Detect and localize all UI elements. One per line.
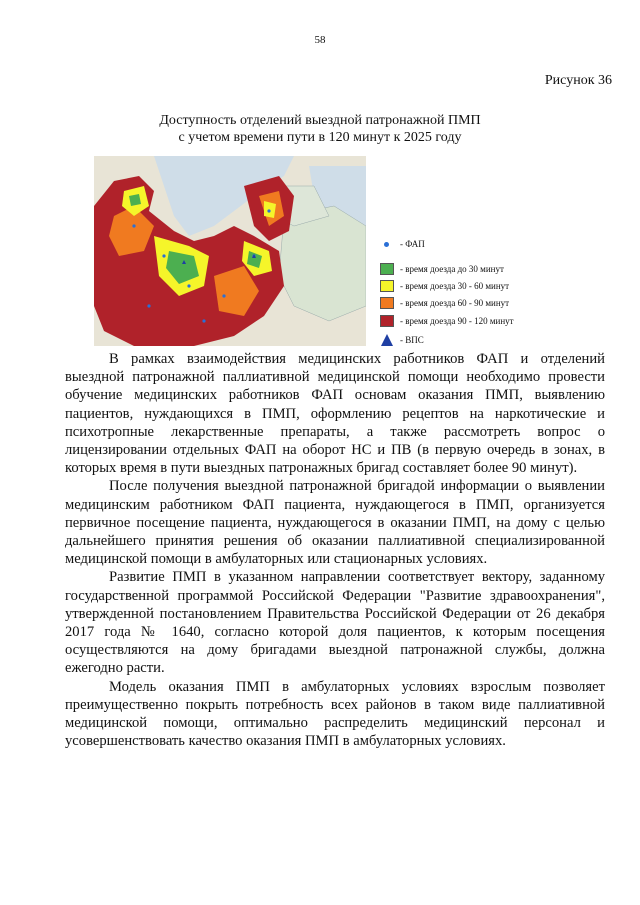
accessibility-map [94,156,366,346]
legend-swatch-green [380,263,394,275]
figure-title [0,112,640,146]
paragraph: После получения выездной патронажной бригадой информации о выявлении медицинским работником ФАП пациента, нуждающегося в ПМП, организуется первичное посещение пациента, нуждающегося в оказании ПМП, на дому с целью дальнейшего принятия решения об оказании паллиативной специализированной медицинской помощи в амбулаторных или стационарных условиях. [65,478,605,568]
paragraph: Модель оказания ПМП в амбулаторных условиях взрослым позволяет преимущественно покрыть потребность всех районов в таком виде паллиативной медицинской помощи, оптимально распределить медицинский персонал и усовершенствовать качество оказания ПМП в амбулаторных условиях. [65,678,605,750]
title-line-1: Доступность отделений выездной патронажной ПМП [159,113,481,128]
legend-swatch-yellow [380,280,394,292]
triangle-icon [380,334,394,346]
title-line-2: с учетом времени пути в 120 минут к 2025 году [178,130,462,145]
dot-icon [380,238,394,250]
figure-label: Рисунок 36 [544,73,612,88]
map-graphic [94,156,366,346]
paragraph: Развитие ПМП в указанном направлении соответствует вектору, заданному государственной программой Российской Федерации "Развитие здравоохранения", утвержденной постановлением Правительства Российской Федерации от 26 декабря 2017 года № 1640, согласно которой доля пациентов, к которым посещения осуществляются на дому бригадами выездной патронажной службы, должна ежегодно расти. [65,569,605,677]
legend-swatch-red [380,315,394,327]
page-number: 58 [314,34,326,46]
legend-swatch-orange [380,297,394,309]
body-text [65,350,605,750]
paragraph: В рамках взаимодействия медицинских работников ФАП и отделений выездной патронажной паллиативной медицинской помощи необходимо провести обучение медицинских работников ФАП основам оказания ПМП, выявлению пациентов, нуждающихся в ПМП, оформлению рецептов на наркотические и психотропные лекарственные препараты, а также рассмотреть вопрос о лицензировании отдельных ФАП на оборот НС и ПВ (в первую очередь в зонах, в которых время в пути выездных патронажных бригад составляет более 90 минут). [65,351,605,477]
